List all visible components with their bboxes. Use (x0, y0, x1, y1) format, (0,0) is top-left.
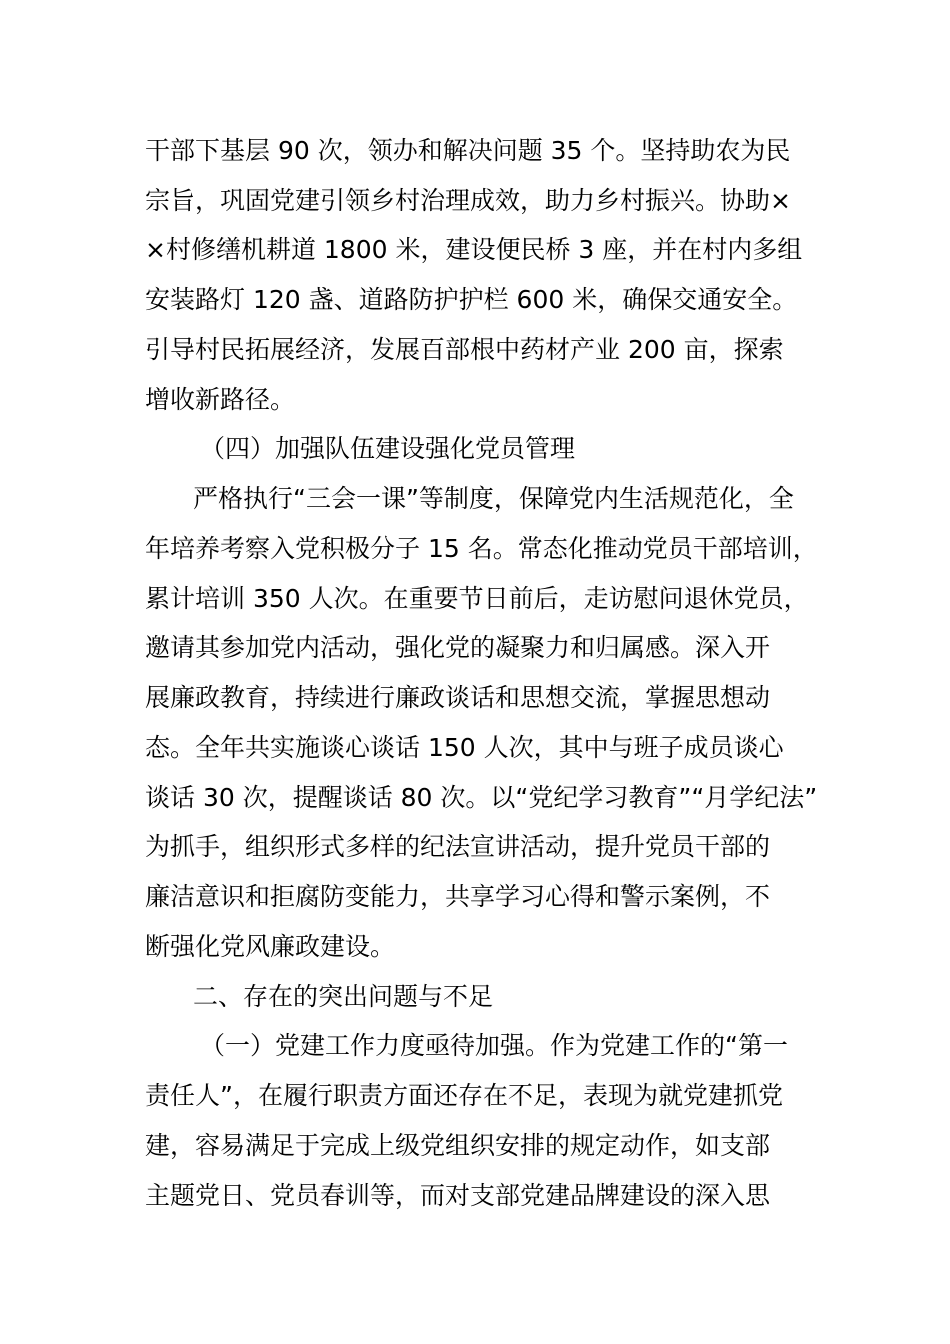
paragraph-line: ×村修缮机耕道 1800 米，建设便民桥 3 座，并在村内多组 (145, 235, 803, 264)
paragraph-line: 主题党日、党员春训等，而对支部党建品牌建设的深入思 (145, 1181, 771, 1210)
paragraph-line: 邀请其参加党内活动，强化党的凝聚力和归属感。深入开 (145, 633, 771, 662)
paragraph-line: 增收新路径。 (145, 385, 296, 414)
paragraph-line: 干部下基层 90 次，领办和解决问题 35 个。坚持助农为民 (145, 136, 791, 165)
paragraph-line: 累计培训 350 人次。在重要节日前后，走访慰问退休党员， (145, 584, 809, 613)
paragraph-line: 年培养考察入党积极分子 15 名。常态化推动党员干部培训， (145, 534, 818, 563)
paragraph-line: 断强化党风廉政建设。 (145, 932, 396, 961)
paragraph-line: 廉洁意识和拒腐防变能力，共享学习心得和警示案例，不 (145, 882, 771, 911)
paragraph-line: （一）党建工作力度亟待加强。作为党建工作的“第一 (200, 1031, 788, 1060)
paragraph-line: 责任人”，在履行职责方面还存在不足，表现为就党建抓党 (145, 1081, 783, 1110)
paragraph-line: 态。全年共实施谈心谈话 150 人次，其中与班子成员谈心 (145, 733, 784, 762)
paragraph-line: 展廉政教育，持续进行廉政谈话和思想交流，掌握思想动 (145, 683, 771, 712)
paragraph-line: 为抓手，组织形式多样的纪法宣讲活动，提升党员干部的 (145, 832, 771, 861)
paragraph-line: 谈话 30 次，提醒谈话 80 次。以“党纪学习教育”“月学纪法” (145, 783, 818, 812)
paragraph-line: 严格执行“三会一课”等制度，保障党内生活规范化，全 (193, 484, 794, 513)
paragraph-line: 安装路灯 120 盏、道路防护护栏 600 米，确保交通安全。 (145, 285, 798, 314)
paragraph-line: 宗旨，巩固党建引领乡村治理成效，助力乡村振兴。协助× (145, 186, 791, 215)
section-heading-2: 二、存在的突出问题与不足 (193, 982, 494, 1011)
paragraph-line: 建，容易满足于完成上级党组织安排的规定动作，如支部 (145, 1131, 771, 1160)
section-heading-4: （四）加强队伍建设强化党员管理 (200, 434, 576, 463)
paragraph-line: 引导村民拓展经济，发展百部根中药材产业 200 亩，探索 (145, 335, 784, 364)
